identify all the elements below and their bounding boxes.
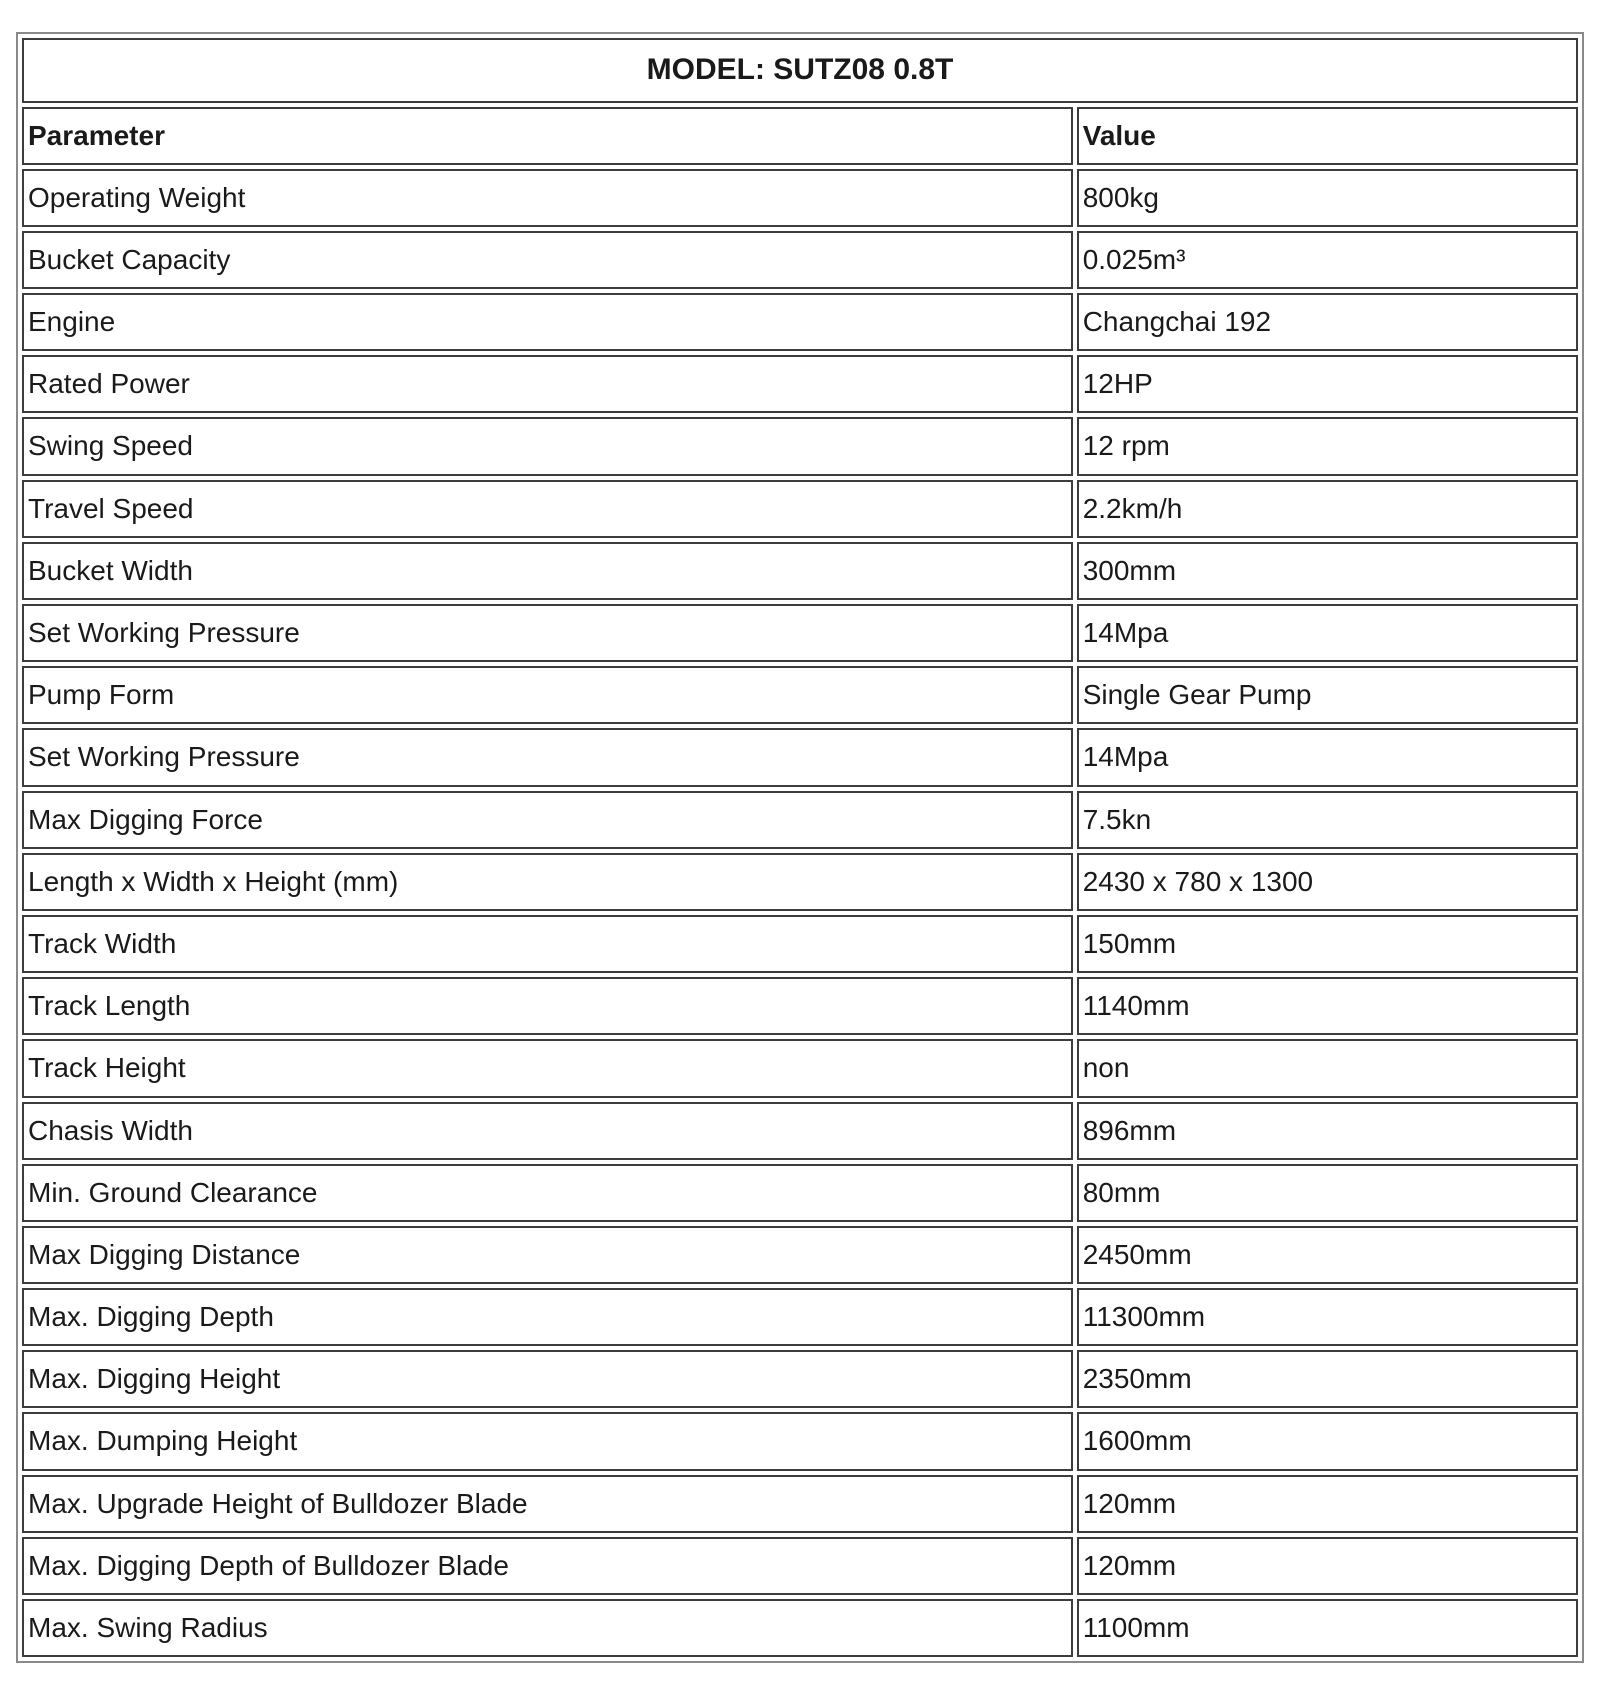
title-row: [22, 38, 1578, 103]
parameter-cell: Max. Upgrade Height of Bulldozer Blade: [22, 1475, 1073, 1533]
table-row: [22, 977, 1578, 1035]
table-row: [22, 1537, 1578, 1595]
value-cell: 896mm: [1077, 1102, 1578, 1160]
value-cell: 14Mpa: [1077, 728, 1578, 786]
value-cell: 80mm: [1077, 1164, 1578, 1222]
parameter-cell: Min. Ground Clearance: [22, 1164, 1073, 1222]
value-cell: 150mm: [1077, 915, 1578, 973]
table-row: [22, 542, 1578, 600]
parameter-cell: Engine: [22, 293, 1073, 351]
parameter-cell: Operating Weight: [22, 169, 1073, 227]
table-row: [22, 791, 1578, 849]
parameter-cell: Track Length: [22, 977, 1073, 1035]
table-row: [22, 1288, 1578, 1346]
parameter-cell: Swing Speed: [22, 417, 1073, 475]
spec-table-body: [22, 169, 1578, 1658]
parameter-cell: Bucket Width: [22, 542, 1073, 600]
table-row: [22, 1039, 1578, 1097]
table-row: [22, 1226, 1578, 1284]
table-row: [22, 480, 1578, 538]
table-row: [22, 1412, 1578, 1470]
parameter-cell: Rated Power: [22, 355, 1073, 413]
value-cell: 2450mm: [1077, 1226, 1578, 1284]
table-title: MODEL: SUTZ08 0.8T: [22, 38, 1578, 103]
table-row: [22, 355, 1578, 413]
table-row: [22, 1102, 1578, 1160]
value-cell: 300mm: [1077, 542, 1578, 600]
value-cell: 2430 x 780 x 1300: [1077, 853, 1578, 911]
table-row: [22, 231, 1578, 289]
value-cell: 800kg: [1077, 169, 1578, 227]
table-row: [22, 604, 1578, 662]
table-row: [22, 728, 1578, 786]
table-row: [22, 1164, 1578, 1222]
parameter-cell: Length x Width x Height (mm): [22, 853, 1073, 911]
table-row: [22, 1350, 1578, 1408]
column-header-parameter: Parameter: [22, 107, 1073, 165]
spec-table-head: [22, 38, 1578, 165]
value-cell: 7.5kn: [1077, 791, 1578, 849]
value-cell: 2350mm: [1077, 1350, 1578, 1408]
value-cell: non: [1077, 1039, 1578, 1097]
table-row: [22, 915, 1578, 973]
parameter-cell: Max. Digging Depth: [22, 1288, 1073, 1346]
table-row: [22, 417, 1578, 475]
parameter-cell: Max Digging Force: [22, 791, 1073, 849]
value-cell: 0.025m³: [1077, 231, 1578, 289]
value-cell: 2.2km/h: [1077, 480, 1578, 538]
value-cell: 1100mm: [1077, 1599, 1578, 1657]
parameter-cell: Max. Dumping Height: [22, 1412, 1073, 1470]
parameter-cell: Travel Speed: [22, 480, 1073, 538]
table-row: [22, 666, 1578, 724]
value-cell: 1140mm: [1077, 977, 1578, 1035]
table-row: [22, 1599, 1578, 1657]
value-cell: 120mm: [1077, 1475, 1578, 1533]
parameter-cell: Set Working Pressure: [22, 604, 1073, 662]
parameter-cell: Max. Digging Depth of Bulldozer Blade: [22, 1537, 1073, 1595]
spec-table: [16, 32, 1584, 1663]
table-row: [22, 853, 1578, 911]
value-cell: 120mm: [1077, 1537, 1578, 1595]
parameter-cell: Track Width: [22, 915, 1073, 973]
parameter-cell: Set Working Pressure: [22, 728, 1073, 786]
value-cell: Changchai 192: [1077, 293, 1578, 351]
parameter-cell: Chasis Width: [22, 1102, 1073, 1160]
value-cell: 14Mpa: [1077, 604, 1578, 662]
parameter-cell: Pump Form: [22, 666, 1073, 724]
table-row: [22, 1475, 1578, 1533]
parameter-cell: Max Digging Distance: [22, 1226, 1073, 1284]
value-cell: Single Gear Pump: [1077, 666, 1578, 724]
parameter-cell: Bucket Capacity: [22, 231, 1073, 289]
table-row: [22, 169, 1578, 227]
value-cell: 11300mm: [1077, 1288, 1578, 1346]
value-cell: 12 rpm: [1077, 417, 1578, 475]
value-cell: 1600mm: [1077, 1412, 1578, 1470]
table-row: [22, 293, 1578, 351]
parameter-cell: Track Height: [22, 1039, 1073, 1097]
header-row: [22, 107, 1578, 165]
parameter-cell: Max. Swing Radius: [22, 1599, 1073, 1657]
parameter-cell: Max. Digging Height: [22, 1350, 1073, 1408]
value-cell: 12HP: [1077, 355, 1578, 413]
column-header-value: Value: [1077, 107, 1578, 165]
